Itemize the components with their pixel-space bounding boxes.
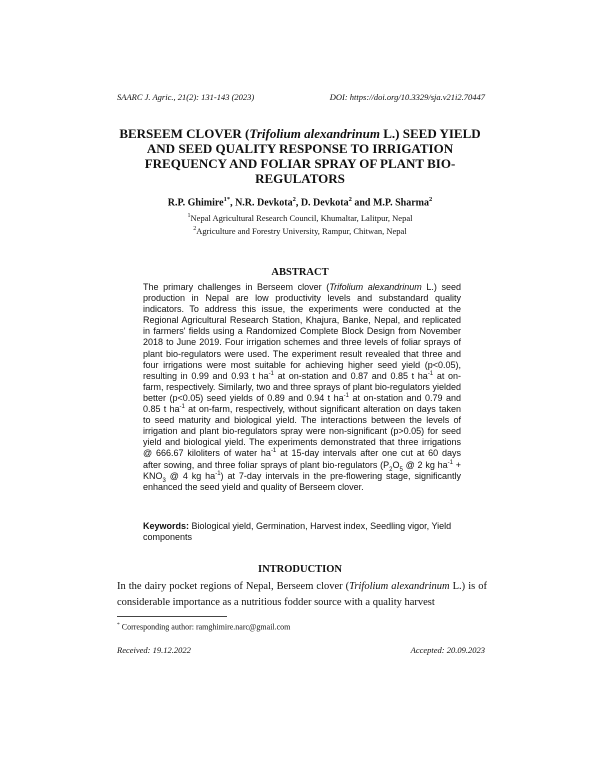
abstract-sup: -1 [427,370,434,377]
abstract-text: at on-station and 0.87 and 0.85 t ha [273,370,428,381]
footnote-text: Corresponding author: ramghimire.narc@gmail.com [119,622,291,632]
abstract-text: + KNO [143,459,462,481]
footnote-rule [117,616,227,617]
affiliation-num: 2 [193,226,197,233]
abstract-sup: -1 [447,459,453,466]
journal-citation: SAARC J. Agric., 21(2): 131-143 (2023) [117,92,255,102]
abstract-sub: 5 [399,466,403,473]
abstract-text: at on-farm, respectively, without significant alteration on days taken to seed maturity and biological yield. The interactions between the levels of irrigation and plant bio-regulators spray were non-significant (p>0.05) for seed yield and biological yield. The experiments demonstrated that three irrigations @ 666.67 kiloliters of water ha [143,404,462,459]
abstract-sub: 3 [162,477,166,484]
received-date: Received: 19.12.2022 [117,645,191,655]
accepted-date: Accepted: 20.09.2023 [410,645,485,655]
abstract-heading: ABSTRACT [271,267,329,278]
intro-text: L.) is of considerable importance as a nutritious fodder source with a quality harvest [117,581,487,608]
title-part-1: BERSEEM CLOVER ( [119,126,250,141]
author-list: R.P. Ghimire$^{1*}$, N.R. Devkota$^2$, D. Devkota$^2$ and M.P. Sharma$^2$ [167,196,433,209]
affiliation-text: Agriculture and Forestry University, Rampur, Chitwan, Nepal [196,226,407,236]
abstract-text: at on-station and 0.79 and 0.85 t ha [143,392,461,415]
abstract-sup: -1 [179,404,185,411]
abstract-sup: -1 [215,470,221,477]
footnote-mark: * [117,622,120,628]
author-sup: 2 [429,196,433,203]
footnote [117,622,290,632]
author-name: D. Devkota [300,197,349,209]
abstract-body [143,282,461,493]
title-part-2: L.) SEED YIELD AND SEED QUALITY RESPONSE TO IRRIGATION FREQUENCY AND FOLIAR SPRAY OF PLANT BIO-REGULATORS [144,126,481,186]
abstract-text: L.) seed production in Nepal are low productivity levels and substandard quality indicators. To address this issue, the experiments were conducted at the Regional Agricultural Research Station, Khajura, Banke, Nepal, and replicated in farmers' fields using a Randomized Complete Block Design from November 2018 to June 2019. Four irrigation schemes and three levels of foliar sprays of plant bio-regulators were used. The experiment result revealed that three and four irrigations were most suitable for achieving higher seed yield (p<0.05), resulting in 0.99 and 0.93 t ha [143,282,461,381]
paper-title [110,126,490,186]
abstract-sub: 2 [389,466,393,473]
intro-text: In the dairy pocket regions of Nepal, Berseem clover ( [117,581,350,592]
abstract-text: @ 2 kg ha [402,459,448,470]
intro-species: Trifolium alexandrinum [349,581,450,592]
abstract-text: at on-farm, respectively. Similarly, two and three sprays of plant bio-regulators yielded better (p<0.05) seed yields of 0.89 and 0.94 t ha [143,370,461,403]
abstract-text: at 15-day intervals after one cut at 60 days after sowing, and three foliar sprays of plant bio-regulators (P [143,448,461,470]
abstract-text: @ 4 kg ha [165,470,216,481]
abstract-sup: -1 [270,448,277,455]
keywords [143,521,461,543]
abstract-sup: -1 [268,370,274,377]
introduction-body [117,579,487,610]
affiliation-1 [100,213,500,223]
abstract-text: The primary challenges in Berseem clover ( [143,282,330,292]
abstract-species: Trifolium alexandrinum [329,282,422,292]
affiliation-text: Nepal Agricultural Research Council, Khumaltar, Lalitpur, Nepal [190,213,413,223]
affiliation-num: 1 [187,213,191,220]
author-sup: 2 [348,196,352,203]
abstract-sup: -1 [343,392,350,399]
author-name: N.R. Devkota [235,197,293,209]
introduction-heading: INTRODUCTION [257,564,342,575]
abstract-text: O [392,459,400,470]
abstract-text: ) at 7-day intervals in the pre-flowering stage, significantly enhanced the seed yield and quality of Berseem clover. [143,470,461,492]
author-name: M.P. Sharma [372,197,430,209]
doi-text: DOI: https://doi.org/10.3329/sja.v21i2.70447 [329,92,485,102]
keywords-text: Biological yield, Germination, Harvest index, Seedling vigor, Yield components [143,521,452,543]
affiliation-2 [100,226,500,236]
title-species: Trifolium alexandrinum [249,126,380,141]
author-sup: 1* [223,196,231,203]
author-name: R.P. Ghimire [167,197,224,209]
keywords-label: Keywords: [143,521,190,531]
author-sup: 2 [292,196,296,203]
